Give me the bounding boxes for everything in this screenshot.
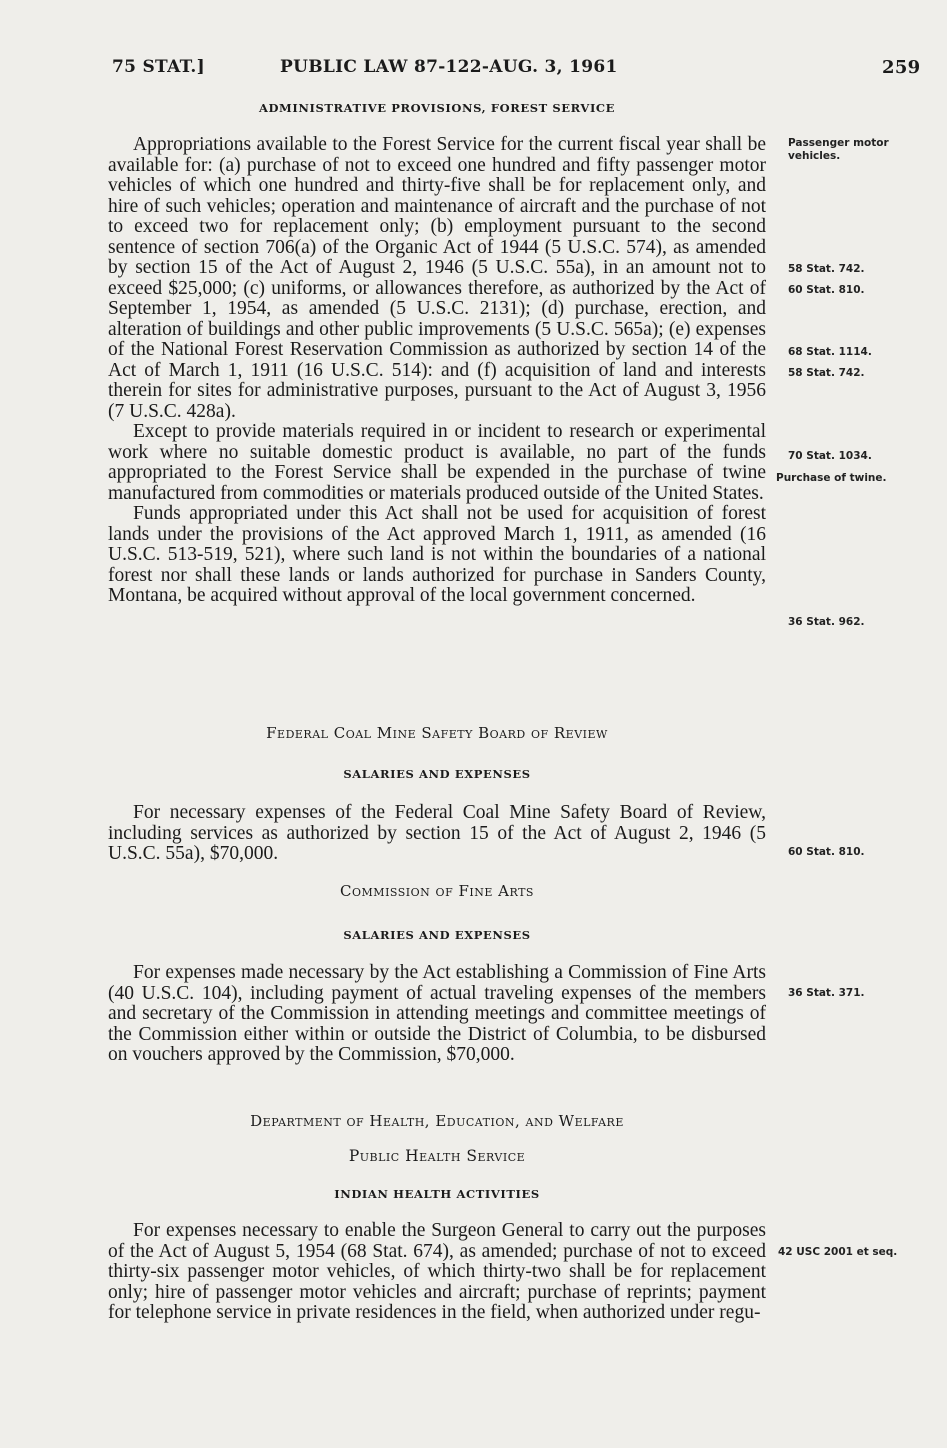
paragraph: For expenses necessary to enable the Surgeon General to carry out the purposes of the Act of August 5, 1954 (68 Stat. 674), as amended; purchase of not to exceed thirty-six passenger motor vehicles, of which thirty-two shall be for replacement only; hire of passenger motor vehicles and aircraft; purchase of reprints; payment for telephone service in private residences in the field, when authorized under regu- [108,1220,766,1323]
indian-health-section [108,1221,766,1324]
margin-note: 42 USC 2001 et seq. [778,1246,898,1258]
service-heading: Public Health Service [348,1147,526,1165]
subheading-indian-health: INDIAN HEALTH ACTIVITIES [334,1187,540,1201]
paragraph: For expenses made necessary by the Act establishing a Commission of Fine Arts (40 U.S.C. 104), including payment of actual traveling expenses of the members and secretary of the Commission in attending meetings and committee meetings of the Commission either within or outside the District of Columbia, to be disbursed on vouchers approved by the Commission, $70,000. [108,962,766,1065]
subheading-coal: SALARIES AND EXPENSES [343,767,531,781]
header-volume: 75 STAT.] [112,57,205,77]
margin-note: 58 Stat. 742. [788,263,865,275]
agency-heading-coal: Federal Coal Mine Safety Board of Review [266,724,608,742]
paragraph: Appropriations available to the Forest Service for the current fiscal year shall be available for: (a) purchase of not to exceed one hundred and fifty passenger motor vehicles of which one hundred and thirty-five shall be for replacement only, and hire of such vehicles; operation and maintenance of aircraft and the purchase of not to exceed two for replacement only; (b) employment pursuant to the second sentence of section 706(a) of the Organic Act of 1944 (5 U.S.C. 574), as amended by section 15 of the Act of August 2, 1946 (5 U.S.C. 55a), in an amount not to exceed $25,000; (c) uniforms, or allowances therefore, as authorized by the Act of September 1, 1954, as amended (5 U.S.C. 2131); (d) purchase, erection, and alteration of buildings and other public improvements (5 U.S.C. 565a); (e) expenses of the National Forest Reservation Commission as authorized by section 14 of the Act of March 1, 1911 (16 U.S.C. 514): and (f) acquisition of land and interests therein for sites for administrative purposes, pursuant to the Act of August 3, 1956 (7 U.S.C. 428a). [108,134,766,422]
agency-heading-arts: Commission of Fine Arts [340,882,534,900]
section-heading-forest: ADMINISTRATIVE PROVISIONS, FOREST SERVICE [258,101,616,115]
coal-board-section [108,803,766,865]
margin-note: 60 Stat. 810. [788,284,865,296]
fine-arts-section [108,963,766,1066]
paragraph: Funds appropriated under this Act shall not be used for acquisition of forest lands under the provisions of the Act approved March 1, 1911, as amended (16 U.S.C. 513-519, 521), where such land is not within the boundaries of a national forest nor shall these lands or lands authorized for purchase in Sanders County, Montana, be acquired without approval of the local government concerned. [108,503,766,606]
margin-note: Purchase of twine. [776,472,887,484]
margin-note: 36 Stat. 371. [788,987,865,999]
paragraph: Except to provide materials required in or incident to research or experimental work where no suitable domestic product is available, no part of the funds appropriated to the Forest Service shall be expended in the purchase of twine manufactured from commodities or materials produced outside of the United States. [108,421,766,504]
paragraph: For necessary expenses of the Federal Coal Mine Safety Board of Review, including services as authorized by section 15 of the Act of August 2, 1946 (5 U.S.C. 55a), $70,000. [108,802,766,864]
margin-note: 60 Stat. 810. [788,846,865,858]
margin-note: Passenger motor vehicles. [788,137,889,162]
header-title: PUBLIC LAW 87-122-AUG. 3, 1961 [280,57,618,77]
subheading-arts: SALARIES AND EXPENSES [343,928,531,942]
forest-provisions [108,135,766,607]
margin-note: 58 Stat. 742. [788,367,865,379]
margin-note: 36 Stat. 962. [788,616,865,628]
margin-note: 70 Stat. 1034. [788,450,872,462]
department-heading: Department of Health, Education, and Welfare [250,1112,624,1130]
margin-note: 68 Stat. 1114. [788,346,872,358]
page-number: 259 [882,57,921,78]
